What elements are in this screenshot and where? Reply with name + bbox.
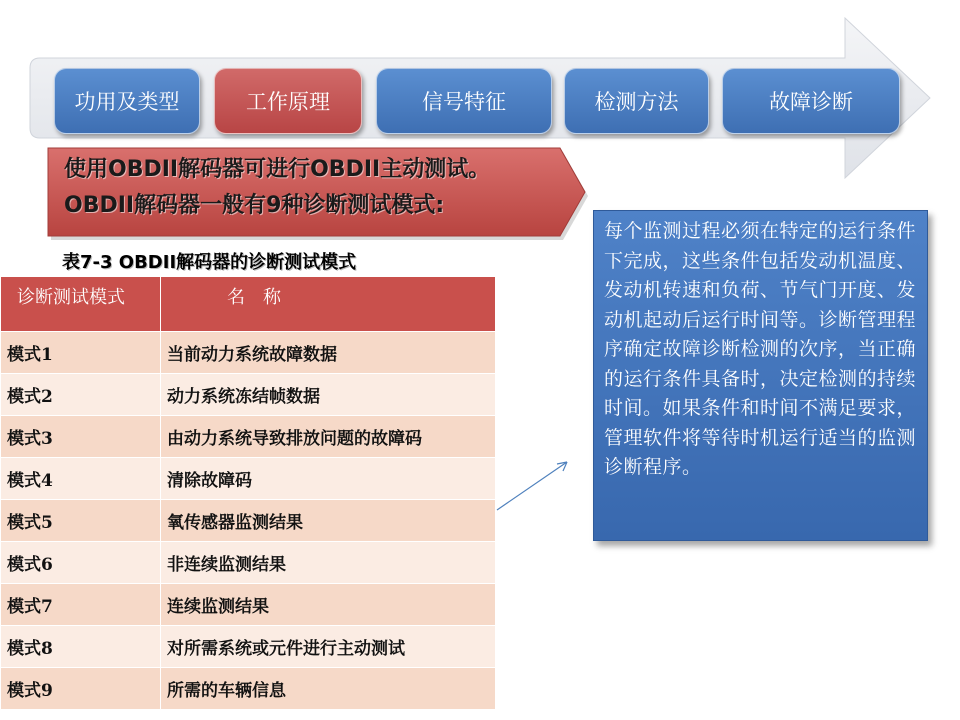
mode-cell: 模式5 bbox=[1, 500, 161, 542]
table-row bbox=[1, 458, 496, 500]
name-cell: 对所需系统或元件进行主动测试 bbox=[161, 626, 496, 668]
table-row bbox=[1, 626, 496, 668]
mode-cell: 模式3 bbox=[1, 416, 161, 458]
name-cell: 由动力系统导致排放问题的故障码 bbox=[161, 416, 496, 458]
info-text: 每个监测过程必须在特定的运行条件下完成，这些条件包括发动机温度、发动机转速和负荷、节气门开度、发动机起动后运行时间等。诊断管理程序确定故障诊断检测的次序，当正确的运行条件具备时，决定检测的持续时间。如果条件和时间不满足要求，管理软件将等待时机运行适当的监测诊断程序。 bbox=[604, 220, 917, 478]
table-row bbox=[1, 374, 496, 416]
table-row bbox=[1, 332, 496, 374]
name-cell: 当前动力系统故障数据 bbox=[161, 332, 496, 374]
name-cell: 动力系统冻结帧数据 bbox=[161, 374, 496, 416]
table-row bbox=[1, 416, 496, 458]
table-row bbox=[1, 542, 496, 584]
banner-line-1: 使用OBDII解码器可进行OBDII主动测试。 bbox=[64, 157, 491, 182]
table-header-row bbox=[1, 277, 496, 332]
name-cell: 连续监测结果 bbox=[161, 584, 496, 626]
mode-cell: 模式4 bbox=[1, 458, 161, 500]
header-mode-label: 诊断测试模式 bbox=[17, 287, 125, 308]
tab-label: 功用及类型 bbox=[74, 90, 180, 114]
banner-line-2: OBDII解码器一般有9种诊断测试模式: bbox=[64, 193, 445, 218]
monitoring-info-box bbox=[593, 210, 928, 541]
tab-label: 检测方法 bbox=[594, 90, 679, 114]
tab-label: 故障诊断 bbox=[769, 90, 853, 114]
tab-label: 信号特征 bbox=[422, 90, 506, 114]
name-cell: 清除故障码 bbox=[161, 458, 496, 500]
name-cell: 非连续监测结果 bbox=[161, 542, 496, 584]
mode-cell: 模式2 bbox=[1, 374, 161, 416]
tab-working-principle[interactable] bbox=[214, 68, 362, 134]
mode-cell: 模式6 bbox=[1, 542, 161, 584]
mode-cell: 模式7 bbox=[1, 584, 161, 626]
diagnostic-modes-table bbox=[0, 276, 496, 710]
name-cell: 氧传感器监测结果 bbox=[161, 500, 496, 542]
table-row bbox=[1, 584, 496, 626]
mode-cell: 模式8 bbox=[1, 626, 161, 668]
mode-cell: 模式9 bbox=[1, 668, 161, 710]
mode-cell: 模式1 bbox=[1, 332, 161, 374]
tab-signal-features[interactable] bbox=[376, 68, 552, 134]
tab-label: 工作原理 bbox=[246, 90, 330, 114]
name-cell: 所需的车辆信息 bbox=[161, 668, 496, 710]
header-name bbox=[161, 277, 496, 332]
tab-detection-method[interactable] bbox=[564, 68, 709, 134]
tab-fault-diagnosis[interactable] bbox=[722, 68, 900, 134]
header-mode bbox=[1, 277, 161, 332]
table-caption: 表7-3 OBDII解码器的诊断测试模式 bbox=[62, 252, 357, 273]
table-row bbox=[1, 668, 496, 710]
header-name-label: 名 称 bbox=[227, 287, 281, 308]
table-row bbox=[1, 500, 496, 542]
tab-function-types[interactable] bbox=[54, 68, 200, 134]
